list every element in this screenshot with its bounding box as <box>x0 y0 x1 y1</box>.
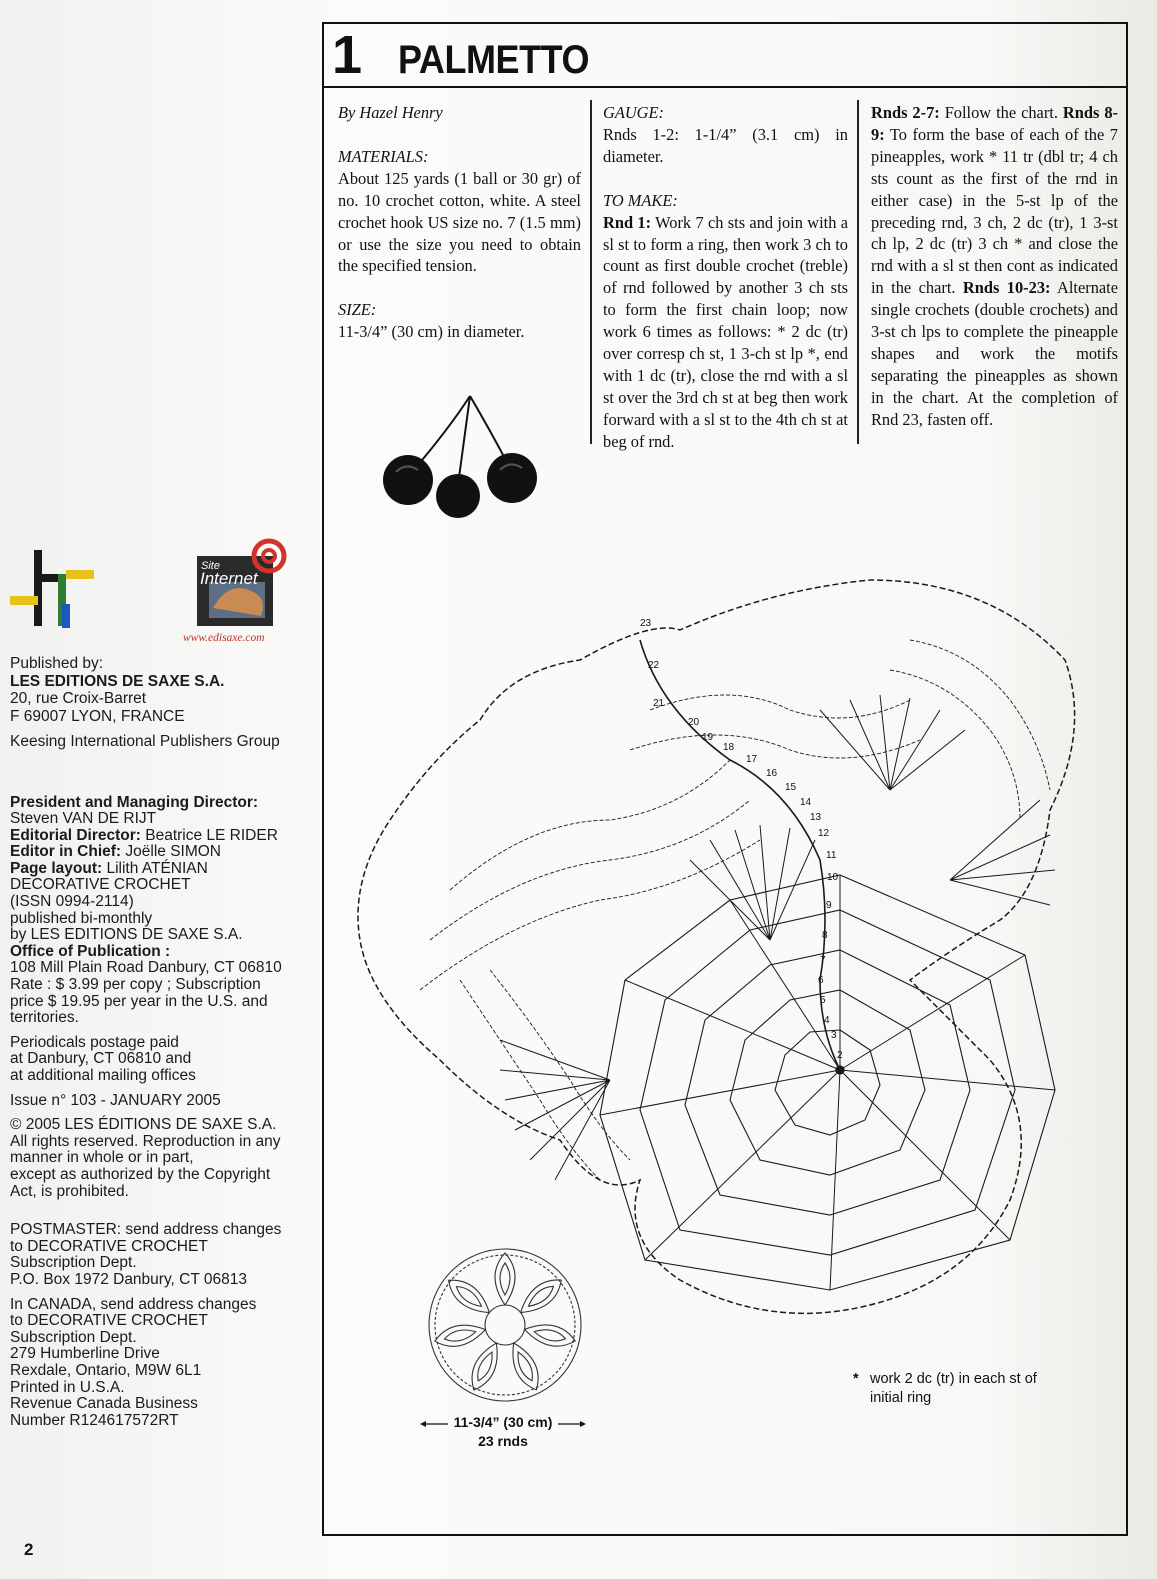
size-heading: SIZE: <box>338 300 377 320</box>
legend-text: work 2 dc (tr) in each st of initial ring <box>870 1371 1037 1406</box>
postage-line-3: at additional mailing offices <box>10 1067 196 1084</box>
tomake-heading: TO MAKE: <box>603 190 678 210</box>
revenue-line-1: Revenue Canada Business <box>10 1395 198 1413</box>
round-label-4: 4 <box>824 1015 830 1026</box>
round-label-11: 11 <box>826 850 837 861</box>
legend-symbol: * <box>853 1371 859 1387</box>
postmaster-line-4: P.O. Box 1972 Danbury, CT 06813 <box>10 1270 247 1288</box>
rate-line-2: price $ 19.95 per year in the U.S. and <box>10 992 268 1010</box>
magazine-name: DECORATIVE CROCHET <box>10 876 191 894</box>
president-label: President and Managing Director: <box>10 793 259 811</box>
canada-line-3: Subscription Dept. <box>10 1328 137 1346</box>
rnd27-text: Follow the chart. <box>944 103 1058 122</box>
round-label-7: 7 <box>820 955 826 966</box>
magazine-frequency-1: published bi-monthly <box>10 909 153 927</box>
doily-outline-diagram <box>425 1245 585 1405</box>
dimension-size: 11-3/4” (30 cm) <box>453 1414 553 1430</box>
magazine-issn: (ISSN 0994-2114) <box>10 893 134 911</box>
gauge-heading: GAUGE: <box>603 103 664 122</box>
editorial-label: Editorial Director: <box>10 826 141 844</box>
chief-label: Editor in Chief: <box>10 843 122 861</box>
chart-legend <box>853 1370 1043 1408</box>
published-by-label: Published by: <box>10 655 104 672</box>
copyright-line-3: manner in whole or in part, <box>10 1149 194 1167</box>
copyright-line-2: All rights reserved. Reproduction in any <box>10 1132 281 1150</box>
chief-name: Joëlle SIMON <box>125 843 222 861</box>
rate-line-3: territories. <box>10 1009 79 1027</box>
editorial-name: Beatrice LE RIDER <box>145 826 278 844</box>
revenue-line-2: Number R124617572RT <box>10 1411 179 1429</box>
rnd1-label: Rnd 1: <box>603 212 652 232</box>
round-label-10: 10 <box>827 872 839 883</box>
gauge-text: Rnds 1-2: 1-1/4” (3.1 cm) in diameter. <box>603 124 848 166</box>
materials-heading: MATERIALS: <box>338 146 429 166</box>
president-name: Steven VAN DE RIJT <box>10 810 157 828</box>
round-label-6: 6 <box>818 975 824 986</box>
website-link[interactable]: www.edisaxe.com <box>183 632 265 644</box>
magazine-frequency-2: by LES EDITIONS DE SAXE S.A. <box>10 926 243 944</box>
chart-round-labels <box>350 560 1090 1320</box>
layout-label: Page layout: <box>10 859 103 877</box>
pattern-title: PALMETTO <box>398 38 590 82</box>
dimension-rounds: 23 rnds <box>478 1433 528 1449</box>
rate-line-1: Rate : $ 3.99 per copy ; Subscription <box>10 976 261 994</box>
column-divider-1 <box>590 100 592 444</box>
issue-number: Issue n° 103 - JANUARY 2005 <box>10 1091 221 1109</box>
pattern-number: 1 <box>332 25 363 85</box>
site-label: Site <box>201 560 220 572</box>
round-label-12: 12 <box>818 828 830 839</box>
size-text: 11-3/4” (30 cm) in diameter. <box>338 322 525 342</box>
postmaster-line-2: to DECORATIVE CROCHET <box>10 1237 208 1255</box>
postmaster-line-1: POSTMASTER: send address changes <box>10 1221 282 1239</box>
rnd89-text: To form the base of each of the 7 pineapples, work * 11 tr (dbl tr; 4 ch sts count as the first of the rnd in either case) in the 5-st lp of the preceding rnd, 3 ch, 2 dc (tr), 1 3-st ch lp, 2 dc (tr) 3 ch * and close the rnd with a sl st then cont as indicated in the chart. <box>871 124 1118 298</box>
publisher-name: LES EDITIONS DE SAXE S.A. <box>10 672 225 690</box>
materials-text: About 125 yards (1 ball or 30 gr) of no. 10 crochet cotton, white. A steel crochet hook US size no. 7 (1.5 mm) or use the size you need to obtain the specified tension. <box>338 168 581 276</box>
round-label-20: 20 <box>688 717 700 728</box>
publisher-address-1: 20, rue Croix-Barret <box>10 690 147 707</box>
round-label-13: 13 <box>810 812 822 823</box>
materials-column <box>338 102 581 343</box>
rnd1023-text: Alternate single crochets (double crochets) and 3-st ch lps to complete the pineapple shapes and work the motifs separating the pineapples as shown in the chart. At the completion of Rnd 23, fasten off. <box>871 278 1119 429</box>
instructions-column <box>603 102 848 453</box>
canada-line-4: 279 Humberline Drive <box>10 1345 160 1363</box>
copyright-line-1: © 2005 LES ÉDITIONS DE SAXE S.A. <box>10 1116 277 1134</box>
round-label-16: 16 <box>766 768 778 779</box>
round-label-8: 8 <box>822 930 828 941</box>
round-label-9: 9 <box>826 900 832 911</box>
postmaster-line-3: Subscription Dept. <box>10 1254 137 1272</box>
rnd1-text: Work 7 ch sts and join with a sl st to form a ring, then work 3 ch to count as first double crochet (treble) of rnd followed by another 3 ch sts to form the first chain loop; now work 6 times as follows: * 2 dc (tr) over corresp ch st, 1 3-ch st lp *, end with 1 dc (tr), close the rnd with a sl st over the 3rd ch st at beg then work forward with a sl st to the 4th ch st at beg of rnd. <box>603 212 848 451</box>
canada-line-2: to DECORATIVE CROCHET <box>10 1312 208 1330</box>
round-label-22: 22 <box>648 660 660 671</box>
copyright-line-4: except as authorized by the Copyright <box>10 1165 271 1183</box>
printed-in: Printed in U.S.A. <box>10 1378 125 1396</box>
dimension-label <box>418 1413 588 1451</box>
postage-line-2: at Danbury, CT 06810 and <box>10 1050 192 1068</box>
office-label: Office of Publication : <box>10 942 171 960</box>
publisher-address-2: F 69007 LYON, FRANCE <box>10 707 185 725</box>
site-internet-logo[interactable] <box>195 538 290 630</box>
round-label-5: 5 <box>820 995 826 1006</box>
copyright-line-5: Act, is prohibited. <box>10 1182 129 1200</box>
round-label-19: 19 <box>702 732 714 743</box>
masthead <box>10 655 322 1437</box>
canada-line-1: In CANADA, send address changes <box>10 1295 257 1313</box>
cherries-illustration <box>378 390 548 525</box>
round-label-2: 2 <box>837 1050 843 1061</box>
rnd89-label: Rnds 8-9: <box>871 103 1118 144</box>
author-line: By Hazel Henry <box>338 103 443 122</box>
rnd27-label: Rnds 2-7: <box>871 103 940 122</box>
round-label-21: 21 <box>653 698 665 709</box>
round-label-14: 14 <box>800 797 812 808</box>
page-number: 2 <box>24 1540 34 1559</box>
layout-name: Lilith ATÉNIAN <box>106 859 208 877</box>
office-address: 108 Mill Plain Road Danbury, CT 06810 <box>10 959 282 977</box>
canada-line-5: Rexdale, Ontario, M9W 6L1 <box>10 1361 202 1379</box>
round-label-17: 17 <box>746 754 758 765</box>
round-label-18: 18 <box>723 742 735 753</box>
publisher-group: Keesing International Publishers Group <box>10 733 280 750</box>
internet-label: Internet <box>200 569 258 588</box>
postage-line-1: Periodicals postage paid <box>10 1033 179 1051</box>
round-label-3: 3 <box>831 1030 837 1041</box>
column-divider-2 <box>857 100 859 444</box>
publisher-logo <box>10 548 100 632</box>
rounds-column <box>871 102 1118 431</box>
round-label-23: 23 <box>640 618 652 629</box>
round-label-15: 15 <box>785 782 797 793</box>
rnd1023-label: Rnds 10-23: <box>962 278 1051 298</box>
